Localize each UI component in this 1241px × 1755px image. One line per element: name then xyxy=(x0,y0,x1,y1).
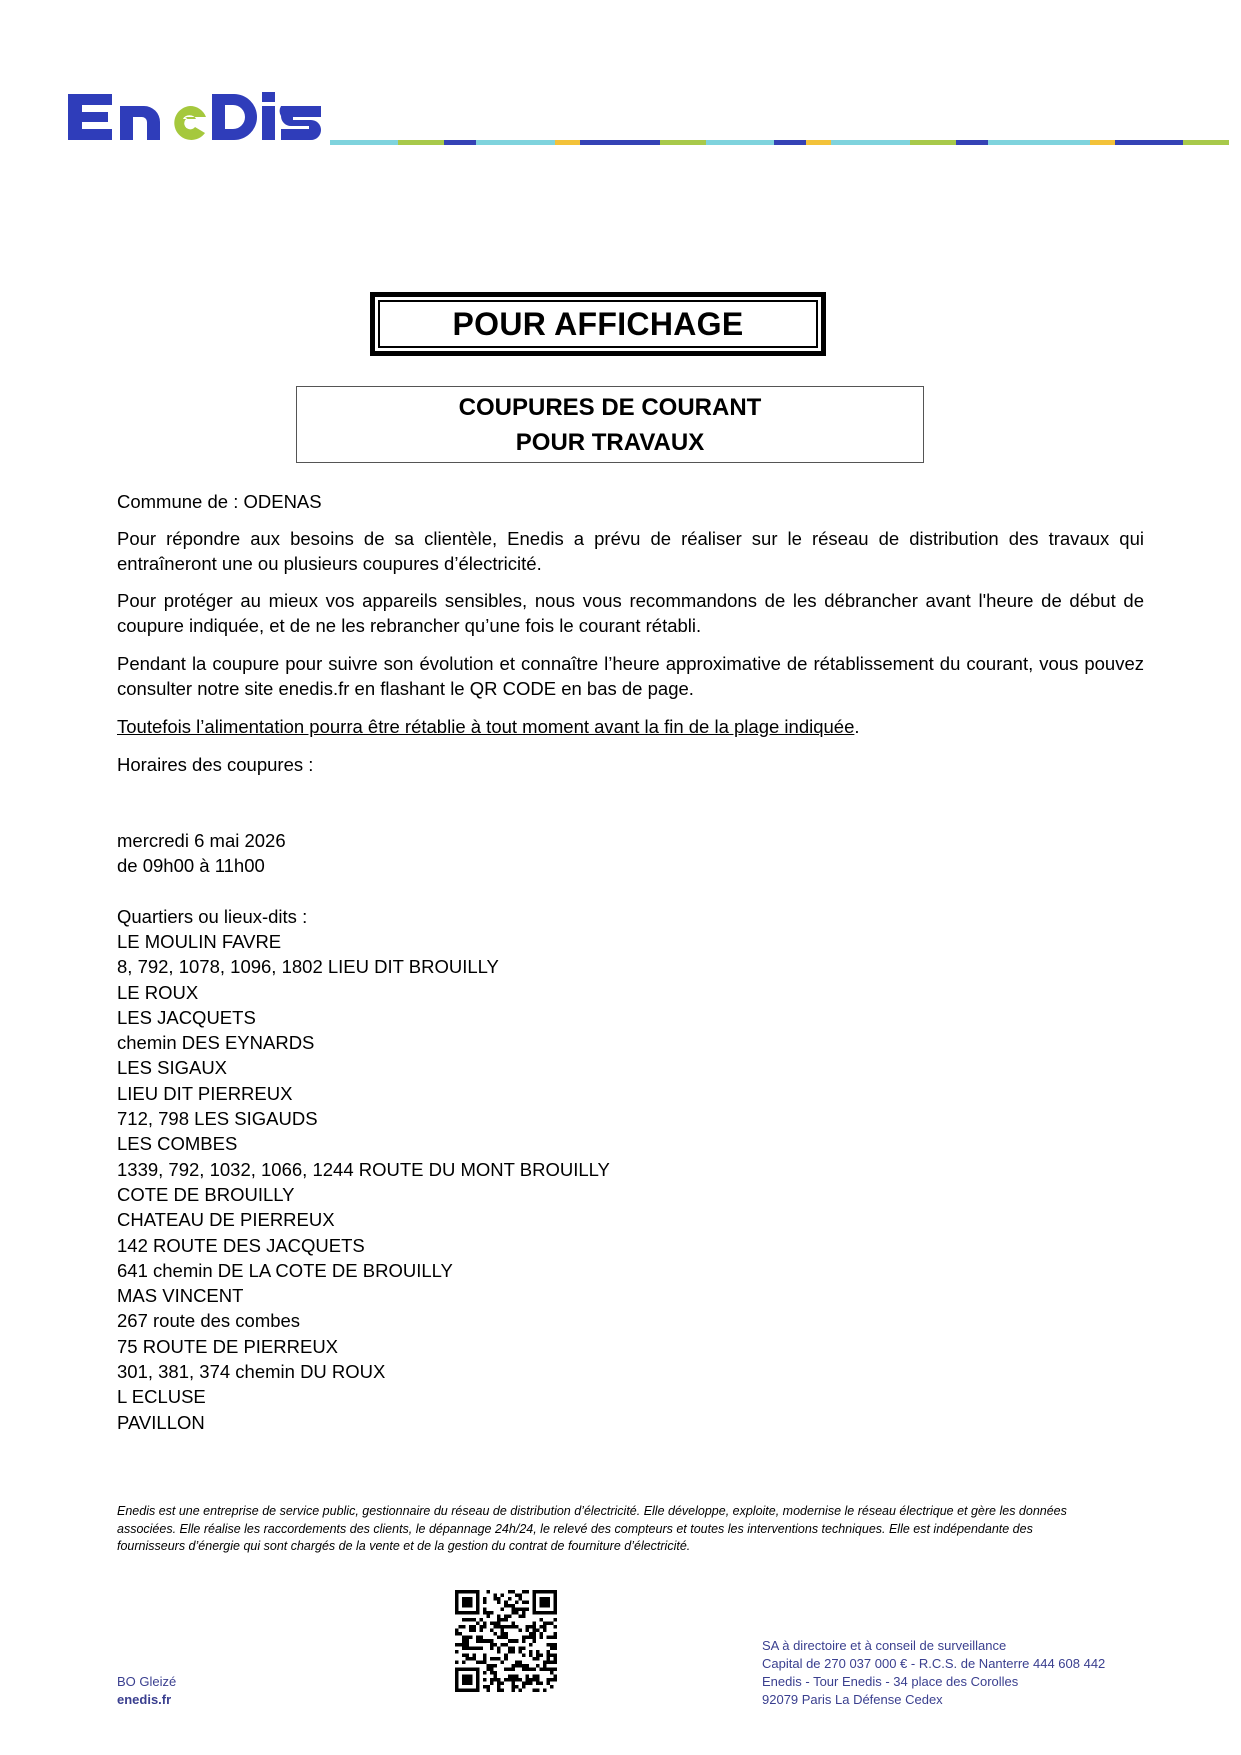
enedis-logo xyxy=(62,86,324,148)
coupures-title-line1: COUPURES DE COURANT xyxy=(458,394,762,421)
place-item: 712, 798 LES SIGAUDS xyxy=(117,1108,318,1130)
place-item: LES COMBES xyxy=(117,1133,238,1155)
footnote-line: Enedis est une entreprise de service public, gestionnaire du réseau de distribution d’électricité. Elle développe, exploite, modernise le réseau électrique et gère les données xyxy=(117,1504,1067,1518)
legal-line: Capital de 270 037 000 € - R.C.S. de Nanterre 444 608 442 xyxy=(762,1656,1106,1671)
place-item: L ECLUSE xyxy=(117,1386,206,1408)
place-item: LIEU DIT PIERREUX xyxy=(117,1082,293,1104)
stripe-segment xyxy=(806,140,831,145)
place-item: CHATEAU DE PIERREUX xyxy=(117,1209,335,1231)
stripe-segment xyxy=(1183,140,1229,145)
cut-time: de 09h00 à 11h00 xyxy=(117,855,265,876)
place-item: LE ROUX xyxy=(117,981,199,1003)
place-item: COTE DE BROUILLY xyxy=(117,1183,295,1205)
place-item: LES SIGAUX xyxy=(117,1057,228,1079)
stripe-segment xyxy=(988,140,1090,145)
stripe-segment xyxy=(1115,140,1183,145)
footnote-line: associées. Elle réalise les raccordements des clients, le dépannage 24h/24, le relevé des compteurs et toutes les interventions techniques. Elle est indépendante des xyxy=(117,1521,1033,1536)
place-item: chemin DES EYNARDS xyxy=(117,1032,315,1054)
warning-underlined: Toutefois l’alimentation pourra être rétablie à tout moment avant la fin de la plage indiquée xyxy=(117,716,855,737)
header-stripe xyxy=(330,140,1229,145)
place-item: 301, 381, 374 chemin DU ROUX xyxy=(117,1361,386,1383)
place-item: 267 route des combes xyxy=(117,1310,301,1332)
stripe-segment xyxy=(555,140,580,145)
stripe-segment xyxy=(476,140,556,145)
warning-text xyxy=(117,714,1144,739)
commune-label: Commune de : ODENAS xyxy=(117,491,322,512)
horaires-label: Horaires des coupures : xyxy=(117,754,314,775)
stripe-segment xyxy=(444,140,476,145)
cut-date: mercredi 6 mai 2026 xyxy=(117,830,286,851)
coupures-title-line2: POUR TRAVAUX xyxy=(515,429,705,456)
paragraph-3: Pendant la coupure pour suivre son évolution et connaître l’heure approximative de rétablissement du courant, vous pouvez consulter notre site enedis.fr en flashant le QR CODE en bas de page. xyxy=(117,653,1144,699)
stripe-segment xyxy=(398,140,444,145)
warning-end: . xyxy=(854,716,860,737)
quartiers-label: Quartiers ou lieux-dits : xyxy=(117,906,308,927)
stripe-segment xyxy=(580,140,660,145)
place-item: 1339, 792, 1032, 1066, 1244 ROUTE DU MONT BROUILLY xyxy=(117,1158,610,1180)
office-name: BO Gleizé xyxy=(117,1674,177,1689)
place-item: MAS VINCENT xyxy=(117,1285,244,1307)
stripe-segment xyxy=(1090,140,1115,145)
place-item: PAVILLON xyxy=(117,1411,205,1433)
office-info xyxy=(117,1673,176,1709)
enedis-footnote xyxy=(117,1503,1117,1556)
legal-line: 92079 Paris La Défense Cedex xyxy=(762,1692,943,1707)
place-item: LES JACQUETS xyxy=(117,1006,256,1028)
legal-line: SA à directoire et à conseil de surveillance xyxy=(762,1638,1007,1653)
place-item: 75 ROUTE DE PIERREUX xyxy=(117,1335,339,1357)
site-link[interactable]: enedis.fr xyxy=(117,1692,172,1707)
stripe-segment xyxy=(706,140,774,145)
places-list xyxy=(117,929,610,1435)
paragraph-2: Pour protéger au mieux vos appareils sensibles, nous vous recommandons de les débrancher avant l'heure de début de coupure indiquée, et de ne les rebrancher qu’une fois le courant rétabli. xyxy=(117,590,1144,636)
place-item: 641 chemin DE LA COTE DE BROUILLY xyxy=(117,1259,453,1281)
legal-info xyxy=(762,1637,1105,1709)
paragraph-1: Pour répondre aux besoins de sa clientèle, Enedis a prévu de réaliser sur le réseau de distribution des travaux qui entraîneront une ou plusieurs coupures d’électricité. xyxy=(117,528,1144,574)
place-item: 142 ROUTE DES JACQUETS xyxy=(117,1234,365,1256)
stripe-segment xyxy=(774,140,806,145)
stripe-segment xyxy=(910,140,956,145)
stripe-segment xyxy=(956,140,988,145)
pour-affichage-title: POUR AFFICHAGE xyxy=(378,300,818,348)
stripe-segment xyxy=(831,140,911,145)
qr-code-icon[interactable] xyxy=(455,1590,557,1692)
footnote-line: fournisseurs d’énergie qui sont chargés de la vente et de la gestion du contrat de fourniture d’électricité. xyxy=(117,1539,691,1553)
legal-line: Enedis - Tour Enedis - 34 place des Corolles xyxy=(762,1674,1019,1689)
stripe-segment xyxy=(660,140,706,145)
stripe-segment xyxy=(330,140,398,145)
coupures-title-box xyxy=(296,386,924,463)
pour-affichage-box xyxy=(370,292,826,356)
place-item: 8, 792, 1078, 1096, 1802 LIEU DIT BROUILLY xyxy=(117,956,499,978)
place-item: LE MOULIN FAVRE xyxy=(117,931,282,952)
